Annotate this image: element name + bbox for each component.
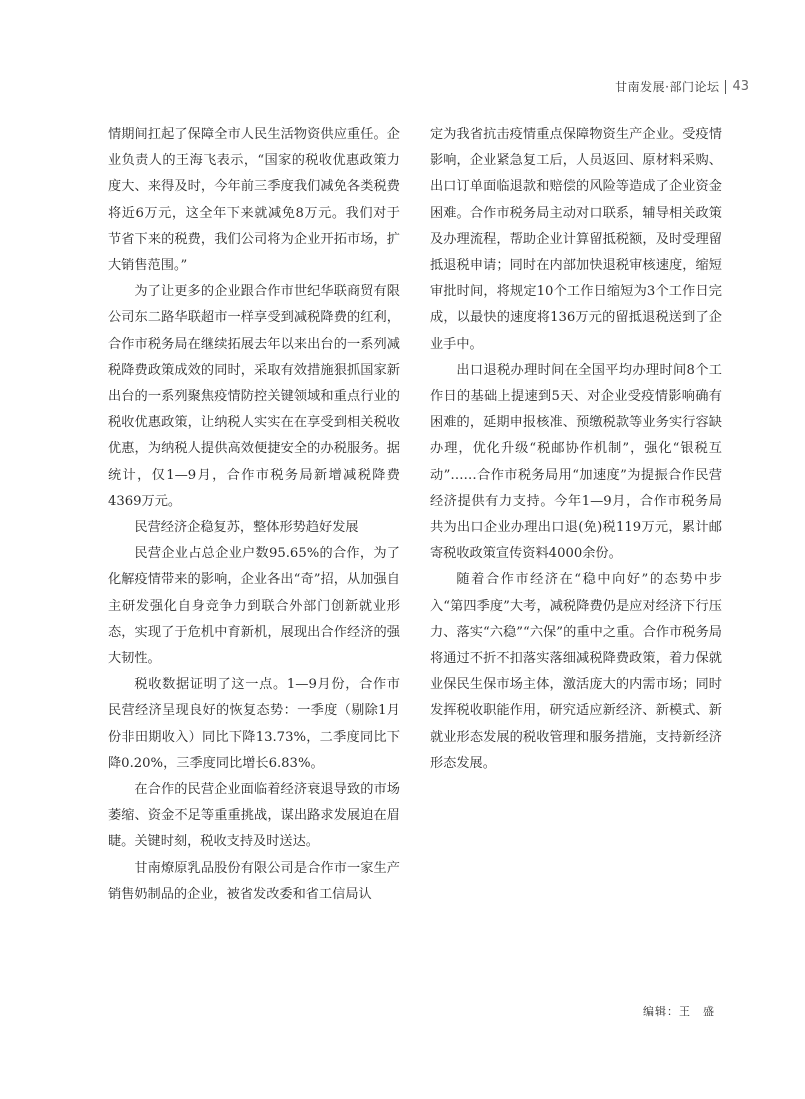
paragraph: 为了让更多的企业跟合作市世纪华联商贸有限公司东二路华联超市一样享受到减税降费的红利，合作市税务局在继续拓展去年以来出台的一系列减税降费政策成效的同时，采取有效措施狠抓国家新出台的一系列聚焦疫情防控关键领域和重点行业的税收优惠政策，让纳税人实实在在享受到相关税收优惠，为纳税人提供高效便捷安全的办税服务。据统计，仅1—9月，合作市税务局新增减税降费4369万元。 [108, 284, 400, 509]
page-number: 43 [732, 79, 749, 94]
paragraph: 随着合作市经济在“稳中向好”的态势中步入“第四季度”大考，减税降费仍是应对经济下行压力、落实“六稳”“六保”的重中之重。合作市税务局将通过不折不扣落实落细减税降费政策，着力保就业保民生保市场主体，激活庞大的内需市场；同时发挥税收职能作用，研究适应新经济、新模式、新就业形态发展的税收管理和服务措施，支持新经济形态发展。 [430, 572, 722, 771]
section-title: 甘南发展·部门论坛 [615, 80, 720, 94]
paragraph: 定为我省抗击疫情重点保障物资生产企业。受疫情影响，企业紧急复工后，人员返回、原材料采购、出口订单面临退款和赔偿的风险等造成了企业资金困难。合作市税务局主动对口联系，辅导相关政策及办理流程，帮助企业计算留抵税额，及时受理留抵退税申请；同时在内部加快退税审核速度，缩短审批时间，将规定10个工作日缩短为3个工作日完成，以最快的速度将136万元的留抵退税送到了企业手中。 [430, 127, 722, 352]
paragraph: 税收数据证明了这一点。1—9月份，合作市民营经济呈现良好的恢复态势：一季度（剔除1月份非田期收入）同比下降13.73%，二季度同比下降0.20%，三季度同比增长6.83%。 [108, 677, 400, 771]
running-header [615, 78, 749, 95]
section-subheading: 民营经济企稳复苏，整体形势趋好发展 [134, 520, 359, 536]
left-column [108, 122, 400, 908]
header-divider [725, 80, 726, 94]
paragraph: 出口退税办理时间在全国平均办理时间8个工作日的基础上提速到5天、对企业受疫情影响确有困难的，延期申报核准、预缴税款等业务实行容缺办理，优化升级“税邮协作机制”，强化“银税互动”……合作市税务局用“加速度”为提振合作民营经济提供有力支持。今年1—9月，合作市税务局共为出口企业办理出口退(免)税119万元，累计邮寄税收政策宣传资料4000余份。 [430, 362, 722, 562]
paragraph: 甘南燎原乳品股份有限公司是合作市一家生产销售奶制品的企业，被省发改委和省工信局认 [108, 860, 400, 902]
paragraph: 民营企业占总企业户数95.65%的合作，为了化解疫情带来的影响，企业各出“奇”招，从加强自主研发强化自身竞争力到联合外部门创新就业形态，实现了于危机中育新机，展现出合作经济的强大韧性。 [108, 546, 400, 667]
paragraph: 在合作的民营企业面临着经济衰退导致的市场萎缩、资金不足等重重挑战，谋出路求发展迫在眉睫。关键时刻，税收支持及时送达。 [108, 782, 400, 850]
editor-credit: 编辑：王 盛 [643, 1005, 715, 1018]
paragraph: 情期间扛起了保障全市人民生活物资供应重任。企业负责人的王海飞表示，“国家的税收优惠政策力度大、来得及时，今年前三季度我们减免各类税费将近6万元，这全年下来就减免8万元。我们对于节省下来的税费，我们公司将为企业开拓市场，扩大销售范围。” [108, 127, 400, 274]
right-column [430, 122, 722, 777]
